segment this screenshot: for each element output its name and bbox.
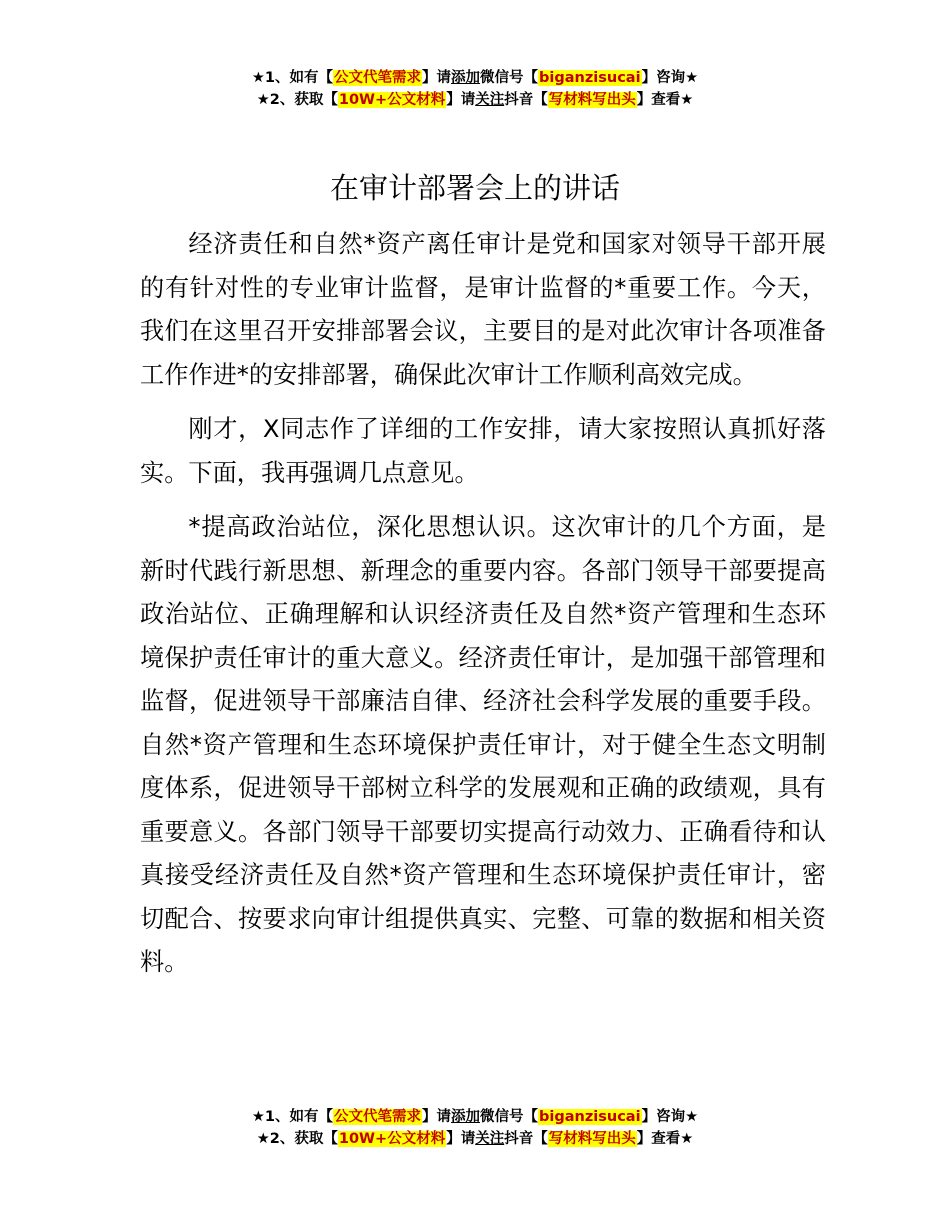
banner-text: ★2、获取【 [256, 1131, 338, 1147]
banner-text: 抖音【 [504, 1131, 548, 1147]
banner-text: 微信号【 [480, 1109, 539, 1125]
banner-line-2 [0, 89, 950, 111]
banner-underlined: 关注 [475, 92, 505, 108]
banner-highlight: biganzisucai [539, 70, 641, 86]
banner-highlight: 公文代笔需求 [334, 1109, 422, 1125]
document-body [140, 223, 826, 996]
banner-text: 】请 [446, 92, 476, 108]
document-title: 在审计部署会上的讲话 [329, 171, 620, 205]
banner-highlight: 10W+公文材料 [338, 92, 446, 108]
banner-highlight: 公文代笔需求 [334, 70, 422, 86]
banner-text: 】查看★ [636, 92, 694, 108]
banner-highlight: biganzisucai [539, 1109, 641, 1125]
paragraph: 刚才，X同志作了详细的工作安排，请大家按照认真抓好落实。下面，我再强调几点意见。 [140, 415, 826, 487]
banner-highlight: 10W+公文材料 [338, 1131, 446, 1147]
banner-highlight: 写材料写出头 [548, 92, 636, 108]
footer-banner [0, 1106, 950, 1150]
banner-underlined: 关注 [475, 1131, 505, 1147]
banner-text: 】请 [422, 70, 452, 86]
banner-text: 】请 [446, 1131, 476, 1147]
banner-line-2 [0, 1128, 950, 1150]
banner-text: 】请 [422, 1109, 452, 1125]
banner-line-1 [0, 67, 950, 89]
banner-highlight: 写材料写出头 [548, 1131, 636, 1147]
banner-text: ★1、如有【 [251, 1109, 334, 1125]
banner-text: 抖音【 [504, 92, 548, 108]
banner-text: 】查看★ [636, 1131, 694, 1147]
banner-underlined: 添加 [451, 1109, 481, 1125]
banner-text: ★2、获取【 [256, 92, 338, 108]
paragraph: 经济责任和自然*资产离任审计是党和国家对领导干部开展的有针对性的专业审计监督，是审计监督的*重要工作。今天，我们在这里召开安排部署会议，主要目的是对此次审计各项准备工作作进*的安排部署，确保此次审计工作顺利高效完成。 [140, 230, 826, 389]
header-banner [0, 67, 950, 111]
banner-text: ★1、如有【 [251, 70, 334, 86]
banner-text: 】咨询★ [641, 70, 699, 86]
banner-underlined: 添加 [451, 70, 481, 86]
banner-line-1 [0, 1106, 950, 1128]
paragraph: *提高政治站位，深化思想认识。这次审计的几个方面，是新时代践行新思想、新理念的重要内容。各部门领导干部要提高政治站位、正确理解和认识经济责任及自然*资产管理和生态环境保护责任审计的重大意义。经济责任审计，是加强干部管理和监督，促进领导干部廉洁自律、经济社会科学发展的重要手段。自然*资产管理和生态环境保护责任审计，对于健全生态文明制度体系，促进领导干部树立科学的发展观和正确的政绩观，具有重要意义。各部门领导干部要切实提高行动效力、正确看待和认真接受经济责任及自然*资产管理和生态环境保护责任审计，密切配合、按要求向审计组提供真实、完整、可靠的数据和相关资料。 [140, 513, 826, 976]
banner-text: 】咨询★ [641, 1109, 699, 1125]
banner-text: 微信号【 [480, 70, 539, 86]
